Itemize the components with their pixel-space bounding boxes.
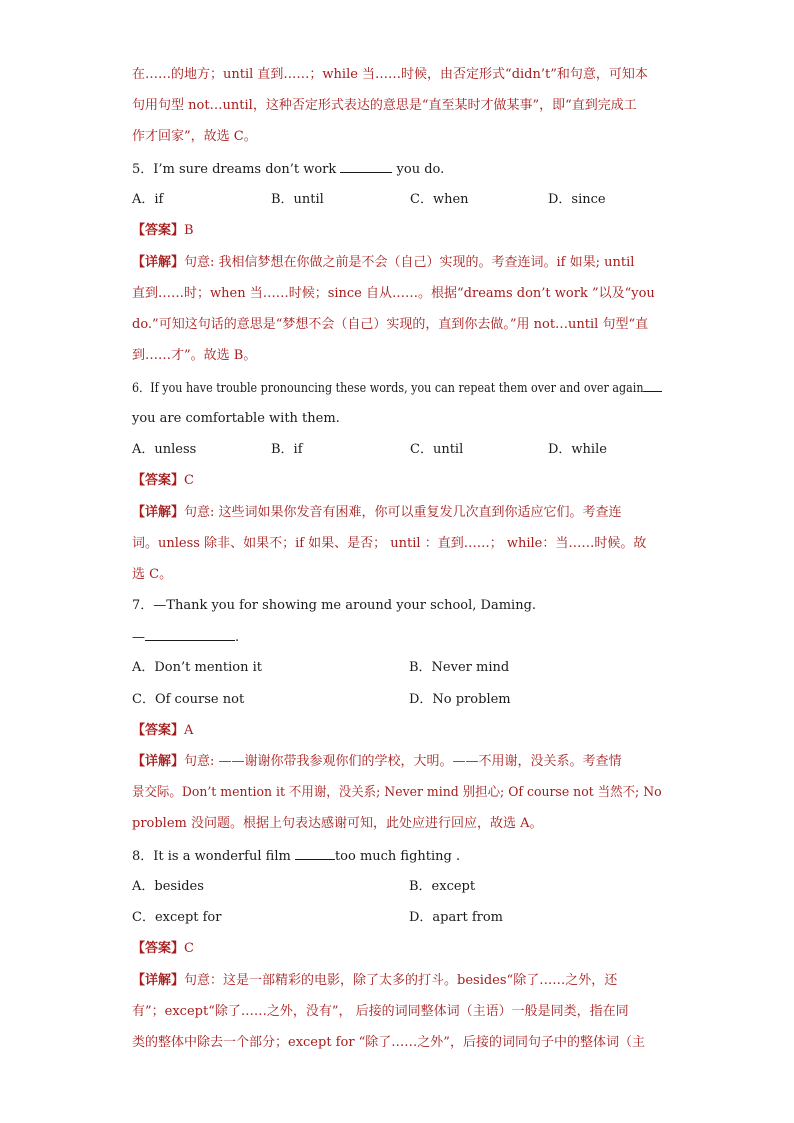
option-c: C．except for — [132, 910, 222, 925]
option-d: D．while — [548, 442, 607, 457]
detail-line — [132, 753, 622, 771]
question-number: 6． — [132, 381, 151, 396]
explanation-line: 句用句型 not…until，这种否定形式表达的意思是“直至某时才做某事”，即“直到完成工 — [132, 98, 637, 113]
detail-text: 句意: ——谢谢你带我参观你们的学校，大明。——不用谢，没关系。考查情 — [184, 754, 622, 769]
answer-line — [132, 222, 194, 240]
detail-text: 句意: 这些词如果你发音有困难，你可以重复发几次直到你适应它们。考查连 — [184, 505, 622, 520]
option-a: A．Don’t mention it — [132, 660, 262, 675]
detail-line: 类的整体中除去一个部分；except for “除了……之外”，后接的词同句子中的整体词（主 — [132, 1035, 645, 1050]
detail-tag: 【详解】 — [132, 754, 185, 769]
detail-tag: 【详解】 — [132, 255, 185, 270]
explanation-line: 作才回家”，故选 C。 — [132, 129, 257, 144]
detail-line: 直到……时；when 当……时候；since 自从……。根据“dreams don’t work ”以及“you — [132, 286, 655, 301]
question-6-stem — [132, 379, 662, 398]
detail-tag: 【详解】 — [132, 505, 185, 520]
question-5-stem — [132, 160, 444, 179]
answer-tag: 【答案】 — [132, 723, 185, 738]
answer-line — [132, 940, 194, 958]
answer-value: C — [184, 941, 194, 956]
detail-line: 景交际。Don’t mention it 不用谢，没关系; Never mind 别担心; Of course not 当然不; No — [132, 785, 662, 800]
stem-text: —Thank you for showing me around your school, Daming. — [153, 598, 537, 613]
detail-tag: 【详解】 — [132, 973, 185, 988]
option-c: C．when — [410, 192, 469, 207]
detail-line: 到……才”。故选 B。 — [132, 348, 257, 363]
answer-line — [132, 722, 193, 740]
detail-line: 选 C。 — [132, 567, 173, 582]
option-b: B．Never mind — [409, 660, 510, 675]
period: . — [235, 630, 240, 645]
stem-text: It is a wonderful film — [153, 849, 295, 864]
option-b: B．except — [409, 879, 476, 894]
question-7-stem — [132, 597, 536, 615]
answer-value: B — [184, 223, 194, 238]
option-c: C．until — [410, 442, 464, 457]
detail-line: do.”可知这句话的意思是“梦想不会（自己）实现的，直到你去做。”用 not…until 句型“直 — [132, 317, 649, 332]
reply-line — [132, 628, 239, 647]
answer-tag: 【答案】 — [132, 223, 185, 238]
explanation-line: 在……的地方；until 直到……；while 当……时候，由否定形式“didn’t”和句意，可知本 — [132, 67, 648, 82]
detail-text: 句意：这是一部精彩的电影，除了太多的打斗。besides“除了……之外，还 — [184, 973, 618, 988]
option-d: D．apart from — [409, 910, 503, 925]
answer-value: A — [184, 723, 194, 738]
option-b: B．until — [271, 192, 324, 207]
answer-tag: 【答案】 — [132, 473, 185, 488]
stem-text: I’m sure dreams don’t work — [153, 162, 341, 177]
option-c: C．Of course not — [132, 692, 245, 707]
stem-text: you are comfortable with them. — [132, 411, 340, 426]
option-b: B．if — [271, 442, 303, 457]
option-a: A．besides — [132, 879, 204, 894]
answer-blank — [295, 847, 335, 860]
answer-line — [132, 472, 194, 490]
detail-line: problem 没问题。根据上句表达感谢可知，此处应进行回应，故选 A。 — [132, 816, 543, 831]
stem-text: too much fighting . — [334, 849, 461, 864]
option-d: D．No problem — [409, 692, 511, 707]
option-d: D．since — [548, 192, 606, 207]
question-number: 7． — [132, 598, 154, 613]
stem-text: you do. — [392, 162, 445, 177]
detail-line — [132, 254, 634, 272]
detail-line: 词。unless 除非、如果不；if 如果、是否； until ：直到……； while：当……时候。故 — [132, 536, 647, 551]
answer-blank — [340, 160, 392, 173]
option-a: A．unless — [132, 442, 197, 457]
stem-text: If you have trouble pronouncing these words, you can repeat them over and over again — [150, 381, 644, 396]
answer-blank — [643, 379, 662, 392]
question-8-stem — [132, 847, 460, 866]
answer-blank — [145, 628, 235, 641]
option-a: A．if — [132, 192, 164, 207]
question-number: 8． — [132, 849, 154, 864]
dash: — — [132, 630, 145, 645]
detail-line — [132, 972, 617, 990]
question-number: 5． — [132, 162, 154, 177]
detail-line — [132, 504, 622, 522]
answer-value: C — [184, 473, 194, 488]
answer-tag: 【答案】 — [132, 941, 185, 956]
detail-line: 有”；except“除了……之外，没有”， 后接的词同整体词（主语）一般是同类，指在同 — [132, 1004, 629, 1019]
detail-text: 句意: 我相信梦想在你做之前是不会（自己）实现的。考查连词。if 如果; until — [184, 255, 635, 270]
